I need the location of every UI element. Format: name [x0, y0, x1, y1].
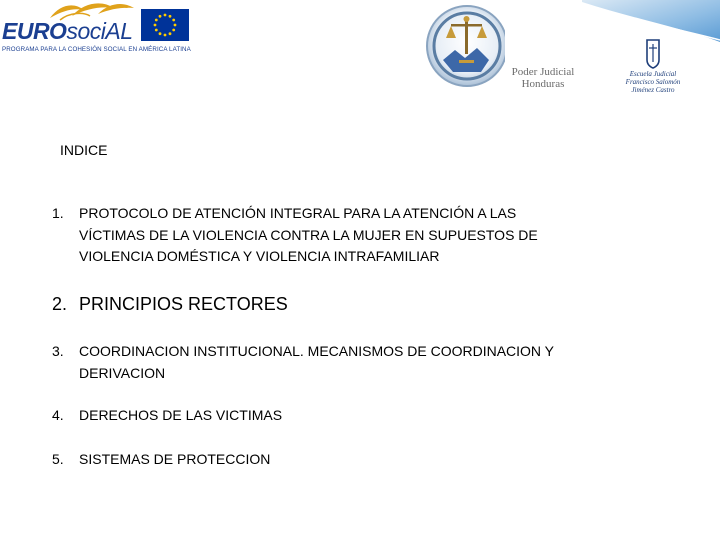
escuela-judicial-logo [618, 38, 688, 94]
eurosocial-logo [0, 0, 195, 60]
escuela-emblem-icon [618, 38, 688, 70]
wordmark-euro: EURO [2, 18, 67, 44]
pj-line1: Poder Judicial [511, 66, 575, 78]
toc-item-text: PRINCIPIOS RECTORES [79, 294, 288, 314]
toc-item [52, 292, 672, 316]
toc-item-number: 1. [52, 205, 64, 221]
index-title: INDICE [60, 142, 108, 158]
toc-item [52, 203, 672, 268]
escuela-line2: Francisco Salomón Jiménez Castro [625, 78, 681, 94]
eurosocial-tagline: PROGRAMA PARA LA COHESIÓN SOCIAL EN AMÉRICA LATINA [2, 46, 191, 53]
toc-item-text: DERECHOS DE LAS VICTIMAS [79, 407, 283, 423]
eu-flag-icon [141, 9, 189, 41]
toc-item-text: SISTEMAS DE PROTECCION [79, 451, 271, 467]
toc-item-text: PROTOCOLO DE ATENCIÓN INTEGRAL PARA LA ATENCIÓN A LAS VÍCTIMAS DE LA VIOLENCIA CONTRA LA MUJER EN SUPUESTOS DE VIOLENCIA DOMÉSTICA Y VIOLENCIA INTRAFAMILIAR [79, 205, 538, 264]
toc-item [52, 341, 672, 384]
decorative-swoosh-icon [582, 0, 720, 42]
toc-item-number: 3. [52, 343, 64, 359]
escuela-line1: Escuela Judicial [629, 70, 677, 78]
wordmark-social: sociAL [66, 18, 133, 44]
toc-item [52, 405, 672, 427]
toc-item [52, 449, 672, 471]
eurosocial-wordmark [2, 18, 133, 45]
escuela-logo-text [618, 70, 688, 94]
toc-item-number: 2. [52, 294, 68, 314]
toc-item-number: 4. [52, 407, 64, 423]
pj-line2: Honduras [521, 78, 565, 90]
poder-judicial-logo-text [503, 66, 583, 90]
toc-item-text: COORDINACION INSTITUCIONAL. MECANISMOS DE COORDINACION Y DERIVACION [79, 343, 554, 381]
toc-item-number: 5. [52, 451, 64, 467]
poder-judicial-emblem-icon [425, 0, 505, 95]
